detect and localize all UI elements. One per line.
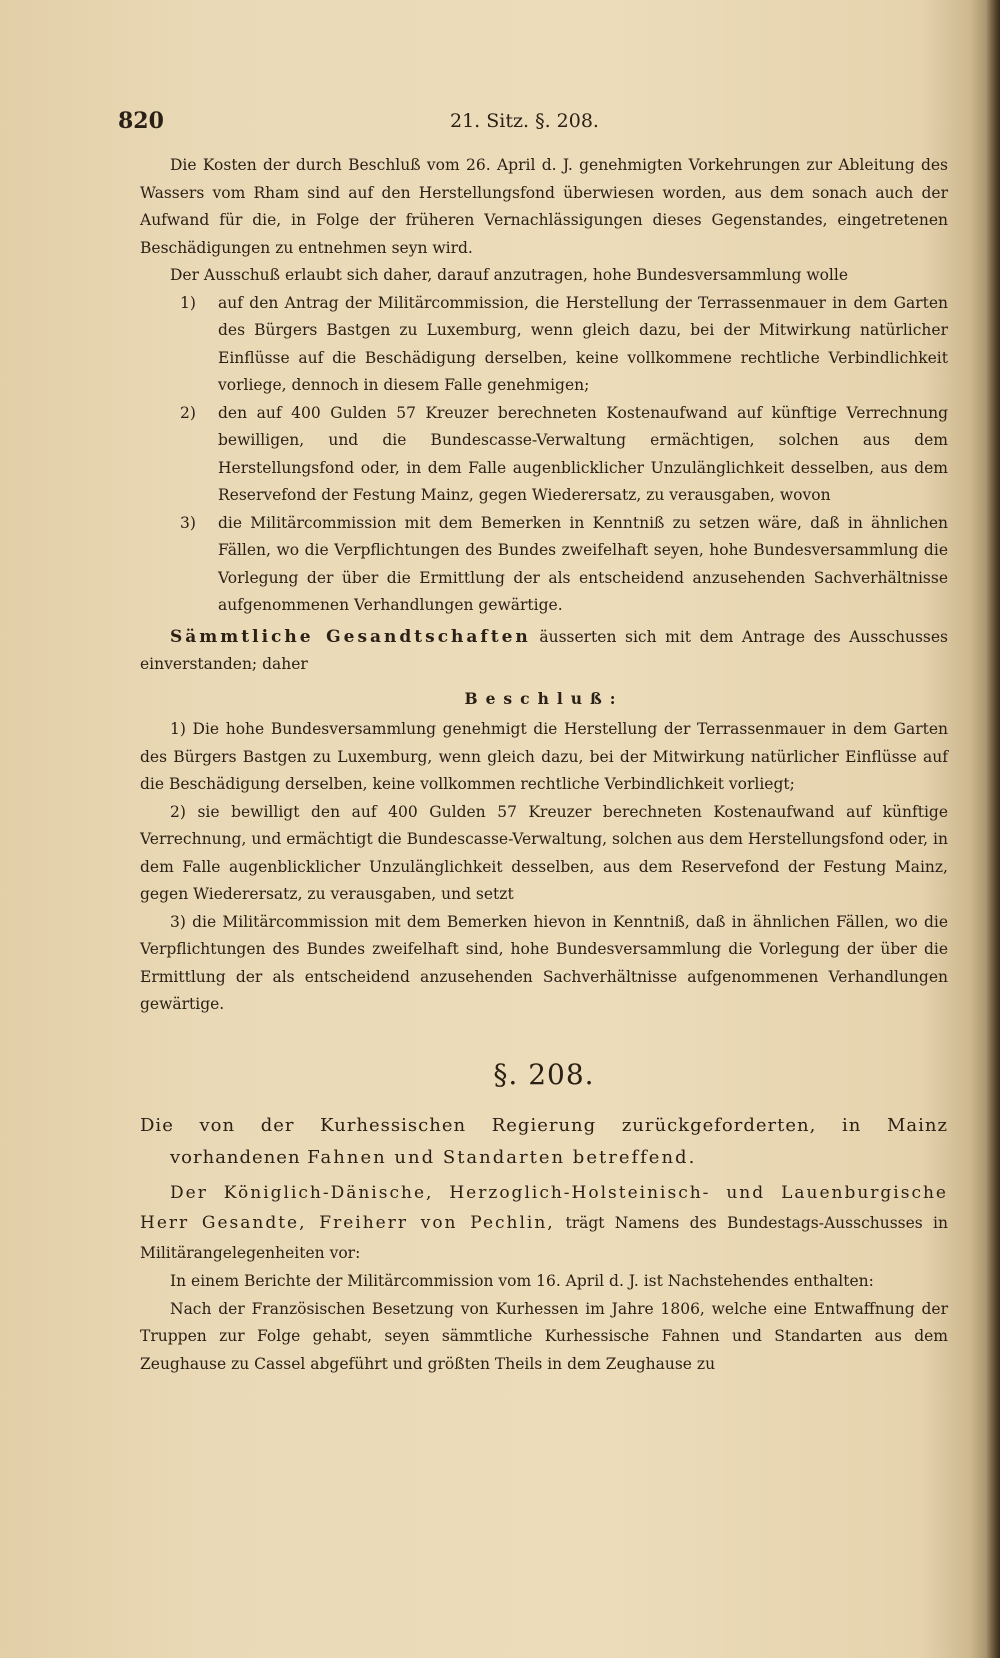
proposal-item bbox=[140, 290, 948, 400]
consent-rest: äusserten sich mit dem Antrage des Ausschusses einverstanden; daher bbox=[140, 627, 948, 673]
resolution-heading: Beschluß: bbox=[464, 688, 624, 708]
envoy-rest: trägt Namens des Bundestags-Ausschusses in Militärangelegenheiten vor: bbox=[140, 1214, 948, 1262]
running-head: 21. Sitz. §. 208. bbox=[450, 110, 599, 132]
section-title bbox=[140, 1110, 948, 1174]
consent-paragraph bbox=[140, 624, 948, 679]
proposal-text: auf den Antrag der Militärcommission, die Herstellung der Terrassenmauer in dem Garten des Bürgers Bastgen zu Luxemburg, wenn gleich dazu, bei der Mitwirkung natürlicher Einflüsse auf die Beschädigung derselben, keine vollkommene rechtliche Verbindlichkeit vorliege, dennoch in diesem Falle genehmigen; bbox=[218, 293, 948, 394]
section-title-main: Die von der Kurhessischen Regierung zurückgeforderten, in Mainz vorhandenen bbox=[140, 1115, 948, 1168]
proposal-list bbox=[140, 290, 948, 620]
section-title-rest: Fahnen und Standarten betreffend. bbox=[307, 1147, 697, 1168]
resolution-item: 2) sie bewilligt den auf 400 Gulden 57 Kreuzer berechneten Kostenaufwand auf künftige Verrechnung, und ermächtigt die Bundescasse-Verwaltung, solchen aus dem Herstellungsfond oder, in dem Falle augenblicklicher Unzulänglichkeit desselben, aus dem Reservefond der Festung Mainz, gegen Wiederersatz, zu verausgaben, und setzt bbox=[140, 802, 948, 903]
report-intro: In einem Berichte der Militärcommission vom 16. April d. J. ist Nachstehendes enthalten: bbox=[170, 1272, 874, 1290]
proposal-number: 3) bbox=[180, 513, 196, 532]
consent-lead: Sämmtliche Gesandtschaften bbox=[170, 626, 531, 647]
page-number: 820 bbox=[118, 108, 164, 134]
resolution-item: 3) die Militärcommission mit dem Bemerken hievon in Kenntniß, daß in ähnlichen Fällen, wo die Verpflichtungen des Bundes zweifelhaft sind, hohe Bundesversammlung die Vorlegung der über die Ermittlung der als entscheidend anzusehenden Sachverhältnisse aufgenommenen Verhandlungen gewärtige. bbox=[140, 912, 948, 1013]
resolution-item: 1) Die hohe Bundesversammlung genehmigt die Herstellung der Terrassenmauer in dem Garten des Bürgers Bastgen zu Luxemburg, wenn gleich dazu, bei der Mitwirkung natürlicher Einflüsse auf die Beschädigung derselben, keine vollkommen rechtliche Verbindlichkeit vorliegt; bbox=[140, 720, 948, 793]
proposal-item bbox=[140, 510, 948, 620]
intro-paragraph-costs: Die Kosten der durch Beschluß vom 26. April d. J. genehmigten Vorkehrungen zur Ableitung des Wassers vom Rham sind auf den Herstellungsfond überwiesen worden, aus dem sonach auch der Aufwand für die, in Folge der früheren Vernachlässigungen dieses Gegenstandes, eingetretenen Beschädigungen zu entnehmen seyn wird. bbox=[140, 156, 948, 257]
proposal-text: die Militärcommission mit dem Bemerken in Kenntniß zu setzen wäre, daß in ähnlichen Fällen, wo die Verpflichtungen des Bundes zweifelhaft seyen, hohe Bundesversammlung die Vorlegung der über die Ermittlung der als entscheidend anzusehenden Sachverhältnisse aufgenommenen Verhandlungen gewärtige. bbox=[218, 513, 948, 614]
intro-paragraph-motion: Der Ausschuß erlaubt sich daher, darauf anzutragen, hohe Bundesversammlung wolle bbox=[170, 266, 849, 284]
proposal-number: 1) bbox=[180, 293, 196, 312]
report-text: Nach der Französischen Besetzung von Kurhessen im Jahre 1806, welche eine Entwaffnung der Truppen zur Folge gehabt, seyen sämmtliche Kurhessische Fahnen und Standarten aus dem Zeughause zu Cassel abgeführt und größten Theils in dem Zeughause zu bbox=[140, 1299, 948, 1373]
proposal-text: den auf 400 Gulden 57 Kreuzer berechneten Kostenaufwand auf künftige Verrechnung bewilligen, und die Bundescasse-Verwaltung ermächtigen, solchen aus dem Herstellungsfond oder, in dem Falle augenblicklicher Unzulänglichkeit desselben, aus dem Reservefond der Festung Mainz, gegen Wiederersatz, zu verausgaben, wovon bbox=[218, 403, 948, 504]
envoy-paragraph bbox=[140, 1178, 948, 1268]
envoy-name: Der Königlich-Dänische, Herzoglich-Holsteinisch- und Lauenburgische Herr Gesandte, Freiherr von Pechlin, bbox=[140, 1183, 948, 1233]
page-body bbox=[140, 152, 948, 1378]
section-number: §. 208. bbox=[493, 1057, 595, 1091]
proposal-number: 2) bbox=[180, 403, 196, 422]
proposal-item bbox=[140, 400, 948, 510]
